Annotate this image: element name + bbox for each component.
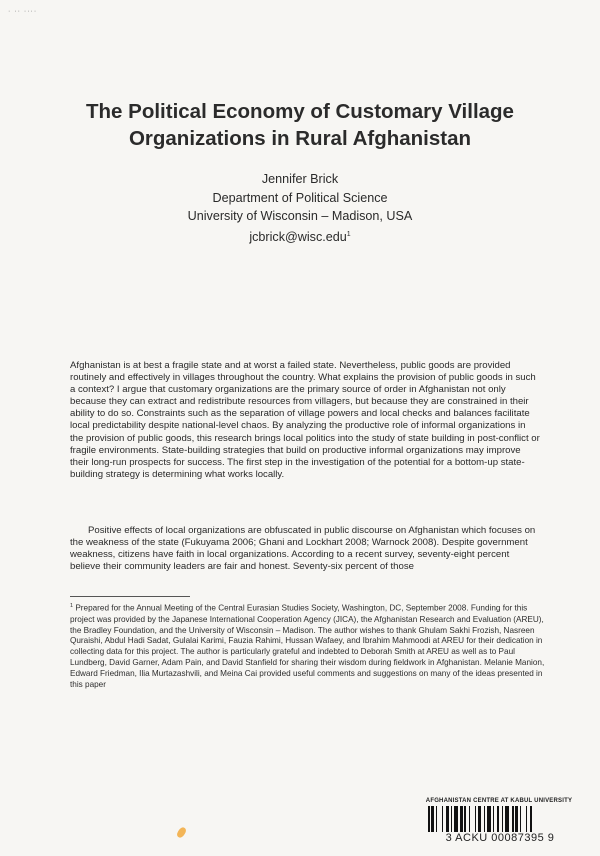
library-stamp-label: AFGHANISTAN CENTRE AT KABUL UNIVERSITY <box>425 798 573 804</box>
barcode <box>428 806 570 832</box>
footnote <box>70 601 545 691</box>
barcode-number: 3 ACKU 00087395 9 <box>445 832 555 844</box>
scan-mark: · ·· ···· <box>8 8 38 15</box>
author-university: University of Wisconsin – Madison, USA <box>187 209 413 223</box>
footnote-divider <box>70 596 190 597</box>
author-footnote-marker: 1 <box>346 230 351 238</box>
body-paragraph: Positive effects of local organizations are obfuscated in public discourse on Afghanistan which focuses on the weakness of the state (Fukuyama 2006; Ghani and Lockhart 2008; Warnock 2008). Despite government weakness, citizens have faith in local organizations. According to a recent survey, seventy-eight percent believe their community leaders are fair and honest. Seventy-six percent of those <box>70 525 536 573</box>
author-email-line <box>40 226 560 247</box>
highlighter-smudge <box>176 826 188 839</box>
abstract-paragraph: Afghanistan is at best a fragile state and at worst a failed state. Nevertheless, public goods are provided routinely and effectively in villages throughout the country. What explains the provision of public goods in such a context? I argue that customary organizations are the primary source of order in Afghanistan not only because they can extract and redistribute resources from villagers, but because they are constrained in their ability to do so. Constraints such as the separation of village powers and local checks and balances facilitate local predictability despite national-level chaos. By analyzing the productive role of informal organizations in the provision of public goods, this research brings local politics into the study of state building in post-conflict or fragile environments. State-building strategies that build on productive informal organizations may improve their long-run prospects for success. The first step in the investigation of the potential for a bottom-up state-building strategy is determining what works locally. <box>70 360 540 480</box>
footnote-text: Prepared for the Annual Meeting of the Central Eurasian Studies Society, Washington, DC, September 2008. Funding for this project was provided by the Japanese International Cooperation Agency (JICA), the Afghanistan Research and Evaluation (AREU), the Bradley Foundation, and the University of Wisconsin – Madison. The author wishes to thank Ghulam Sakhi Frozish, Nasreen Quraishi, Abdul Hadi Sadat, Gulalai Karimi, Fauzia Rahimi, Hussan Wafaey, and Ibrahim Mahmoodi at AREU for their dedication in collecting data for this project. The author is particularly grateful and indebted to Deborah Smith at AREU as well as to Paul Lundberg, David Garner, Adam Pain, and David Stanfield for sharing their wisdom during fieldwork in Afghanistan. Melanie Manion, Edward Friedman, Ilia Murtazashvili, and Meina Cai provided useful comments and suggestions on many of the ideas presented in this paper <box>70 603 545 690</box>
title-line-2: Organizations in Rural Afghanistan <box>128 127 472 150</box>
author-email[interactable]: jcbrick@wisc.edu <box>249 229 347 244</box>
author-department: Department of Political Science <box>212 190 388 205</box>
author-name: Jennifer Brick <box>261 172 339 186</box>
paper-title <box>40 98 560 152</box>
title-line-1: The Political Economy of Customary Village <box>86 100 514 123</box>
author-block <box>40 170 560 246</box>
footnote-marker: 1 <box>70 603 74 609</box>
barcode-gap <box>532 806 534 832</box>
